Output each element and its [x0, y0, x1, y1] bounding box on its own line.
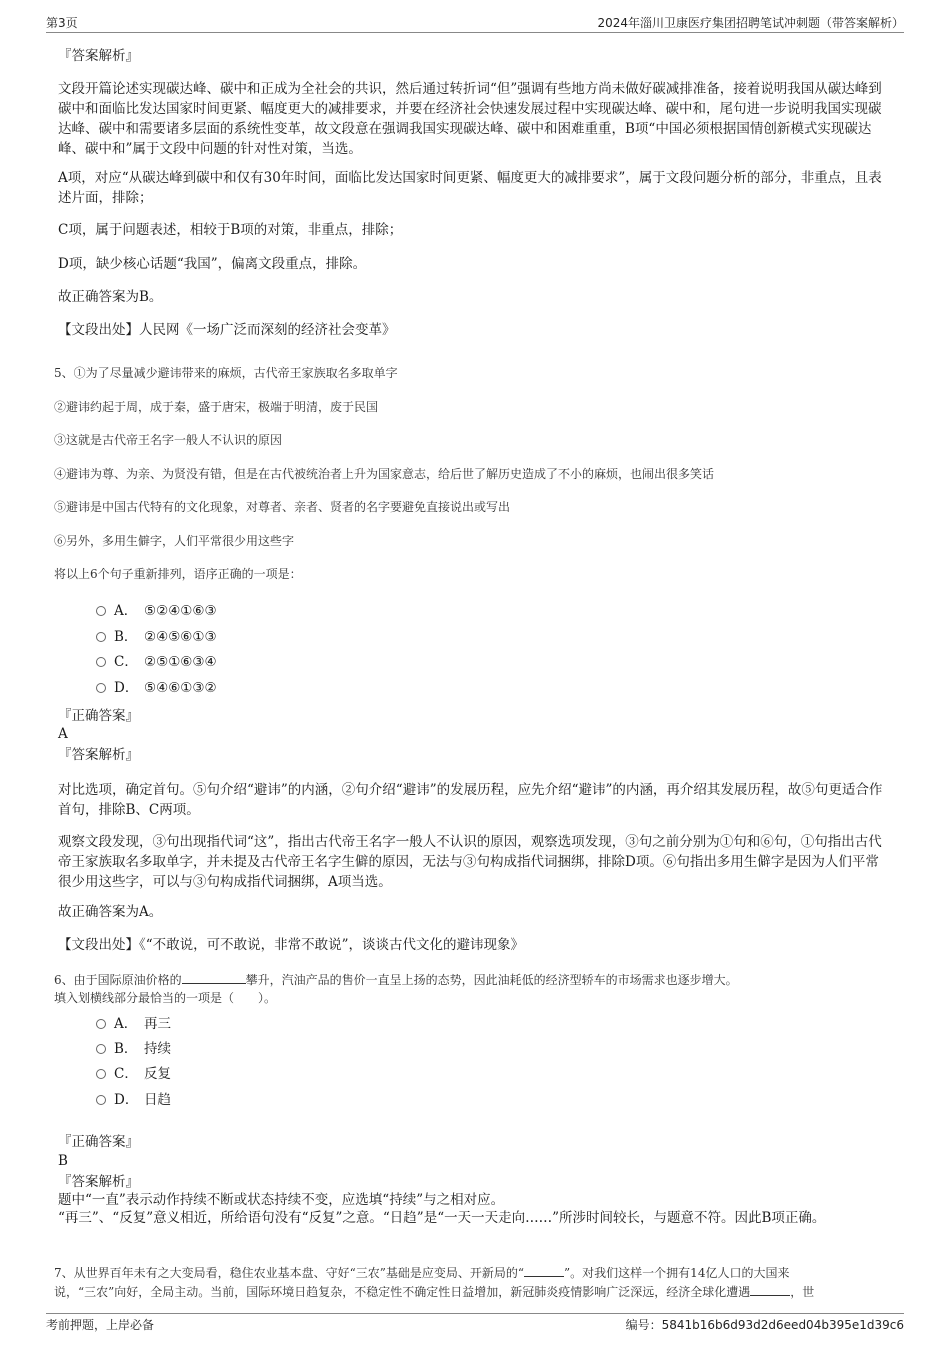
radio-icon[interactable]	[96, 1069, 106, 1079]
q5-sentence-5: ⑤避讳是中国古代特有的文化现象，对尊者、亲者、贤者的名字要避免直接说出或写出	[54, 500, 511, 514]
q5-sentence-2: ②避讳约起于周，成于秦，盛于唐宋，极端于明清，废于民国	[54, 400, 379, 414]
q7-line-2: 说，“三农”向好，全局主动。当前，国际环境日趋复杂，不稳定性不确定性日益增加，新冠肺炎疫情影响广泛深远，经济全球化遭遇 ，世	[54, 1285, 815, 1299]
q6-option-c[interactable]: C． 反复	[96, 1064, 171, 1084]
q6-analysis-p2: “再三”、“反复”意义相近，所给语句没有“反复”之意。“日趋”是“一天一天走向……”所涉时间较长，与题意不符。因此B项正确。	[58, 1210, 826, 1226]
q6-analysis-p1: 题中“一直”表示动作持续不断或状态持续不变，应选填“持续”与之相对应。	[58, 1192, 505, 1208]
radio-icon[interactable]	[96, 632, 106, 642]
q5-analysis-label: 『答案解析』	[58, 747, 139, 763]
q4-analysis-p1: 文段开篇论述实现碳达峰、碳中和正成为全社会的共识，然后通过转折词“但”强调有些地方尚未做好碳减排准备，接着说明我国从碳达峰到碳中和面临比发达国家时间更紧、幅度更大的减排要求，并要在经济社会快速发展过程中实现碳达峰、碳中和，尾句进一步说明我国实现碳达峰、碳中和需要诸多层面的系统性变革，故文段意在强调我国实现碳达峰、碳中和困难重重，B项“中国必须根据国情创新模式实现碳达峰、碳中和”属于文段中问题的针对性对策，当选。	[58, 81, 882, 157]
radio-icon[interactable]	[96, 1095, 106, 1105]
q5-analysis-p1: 对比选项，确定首句。⑤句介绍“避讳”的内涵，②句介绍“避讳”的发展历程，应先介绍“避讳”的内涵，再介绍其发展历程，故⑤句更适合作首句，排除B、C两项。	[58, 782, 883, 818]
q4-answer-line: 故正确答案为B。	[58, 289, 163, 305]
radio-icon[interactable]	[96, 1019, 106, 1029]
q5-answer-label: 『正确答案』	[58, 708, 139, 724]
q5-option-d[interactable]: D． ⑤④⑥①③②	[96, 678, 217, 698]
q5-analysis-p2: 观察文段发现，③句出现指代词“这”，指出古代帝王名字一般人不认识的原因，观察选项发现，③句之前分别为①句和⑥句，①句指出古代帝王家族取名多取单字，并未提及古代帝王名字生僻的原因，无法与③句构成指代词捆绑，排除D项。⑥句指出多用生僻字是因为人们平常很少用这些字，可以与③句构成指代词捆绑，A项当选。	[58, 834, 882, 890]
q6-option-d[interactable]: D． 日趋	[96, 1090, 171, 1110]
radio-icon[interactable]	[96, 683, 106, 693]
document-title: 2024年淄川卫康医疗集团招聘笔试冲刺题（带答案解析）	[597, 16, 904, 30]
page-footer	[46, 1313, 904, 1334]
q5-answer: A	[58, 726, 68, 742]
q4-analysis-p4: D项，缺少核心话题“我国”，偏离文段重点，排除。	[58, 256, 367, 272]
q5-option-a[interactable]: A． ⑤②④①⑥③	[96, 601, 217, 621]
footer-code: 编号：5841b16b6d93d2d6eed04b395e1d39c6	[625, 1318, 904, 1332]
q5-source: 【文段出处】《“不敢说，可不敢说，非常不敢说”，谈谈古代文化的避讳现象》	[58, 937, 525, 953]
fill-blank	[524, 1264, 564, 1277]
q6-answer: B	[58, 1153, 68, 1169]
q5-answer-line: 故正确答案为A。	[58, 904, 163, 920]
q4-analysis-p2: A项，对应“从碳达峰到碳中和仅有30年时间，面临比发达国家时间更紧、幅度更大的减排要求”，属于文段问题分析的部分，非重点，且表述片面，排除；	[58, 170, 882, 206]
q4-source: 【文段出处】人民网《一场广泛而深刻的经济社会变革》	[58, 322, 396, 338]
radio-icon[interactable]	[96, 606, 106, 616]
q4-analysis-label: 『答案解析』	[58, 48, 139, 64]
footer-slogan: 考前押题，上岸必备	[46, 1318, 155, 1332]
q6-option-b[interactable]: B． 持续	[96, 1039, 171, 1059]
radio-icon[interactable]	[96, 657, 106, 667]
q5-sentence-6: ⑥另外，多用生僻字，人们平常很少用这些字	[54, 534, 295, 548]
q6-option-a[interactable]: A． 再三	[96, 1014, 171, 1034]
q5-question: 将以上6个句子重新排列，语序正确的一项是：	[54, 567, 302, 581]
q6-question: 填入划横线部分最恰当的一项是（ ）。	[54, 991, 277, 1005]
q6-answer-label: 『正确答案』	[58, 1134, 139, 1150]
radio-icon[interactable]	[96, 1044, 106, 1054]
page-number: 第3页	[46, 16, 78, 30]
q5-option-c[interactable]: C． ②⑤①⑥③④	[96, 652, 217, 672]
q5-option-b[interactable]: B． ②④⑤⑥①③	[96, 627, 217, 647]
q7-line-1: 7、从世界百年未有之大变局看，稳住农业基本盘、守好“三农”基础是应变局、开新局的“ ”。对我们这样一个拥有14亿人口的大国来	[54, 1266, 790, 1280]
q5-stem: 5、①为了尽量减少避讳带来的麻烦，古代帝王家族取名多取单字	[54, 366, 398, 380]
fill-blank	[750, 1283, 790, 1296]
q6-stem: 6、由于国际原油价格的 攀升，汽油产品的售价一直呈上扬的态势，因此油耗低的经济型轿车的市场需求也逐步增大。	[54, 973, 738, 987]
q5-sentence-3: ③这就是古代帝王名字一般人不认识的原因	[54, 433, 283, 447]
q4-analysis-p3: C项，属于问题表述，相较于B项的对策，非重点，排除；	[58, 222, 403, 238]
q6-analysis-label: 『答案解析』	[58, 1174, 139, 1190]
q5-sentence-4: ④避讳为尊、为亲、为贤没有错，但是在古代被统治者上升为国家意志，给后世了解历史造成了不小的麻烦，也闹出很多笑话	[54, 467, 715, 481]
fill-blank	[182, 971, 246, 984]
page-header	[46, 14, 904, 33]
